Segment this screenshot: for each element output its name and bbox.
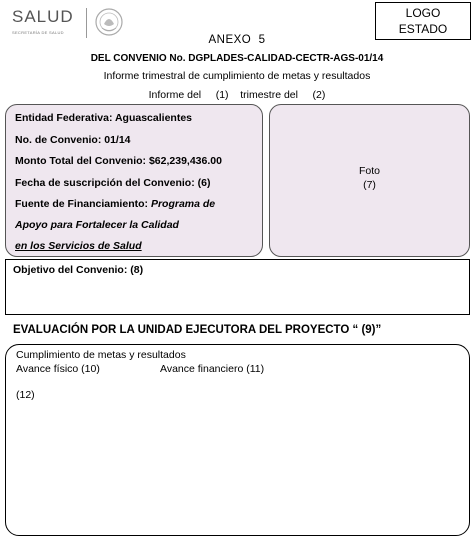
entidad-federativa: Entidad Federativa: Aguascalientes — [15, 112, 192, 124]
fuente-value-3: en los Servicios de Salud — [15, 240, 142, 252]
logo-estado-line1: LOGO — [405, 6, 441, 20]
fuente-financiamiento — [15, 198, 215, 210]
evaluacion-title: EVALUACIÓN POR LA UNIDAD EJECUTORA DEL PROYECTO “ (9)” — [13, 324, 382, 336]
convenio-title: DEL CONVENIO No. DGPLADES-CALIDAD-CECTR-AGS-01/14 — [90, 53, 384, 64]
periodo-line: Informe del (1) trimestre del (2) — [148, 89, 326, 101]
entity-info-box — [5, 104, 263, 257]
objetivo-label: Objetivo del Convenio: (8) — [13, 264, 144, 276]
fuente-value-1: Programa de — [150, 198, 216, 210]
logo-estado-line2: ESTADO — [398, 22, 448, 36]
avance-fisico: Avance físico (10) — [16, 363, 100, 375]
fuente-value-2: Apoyo para Fortalecer la Calidad — [15, 219, 179, 231]
numero-convenio: No. de Convenio: 01/14 — [15, 134, 131, 146]
item-12: (12) — [16, 389, 35, 401]
informe-subtitle: Informe trimestral de cumplimiento de metas y resultados — [103, 70, 371, 82]
salud-logo-text: SALUD — [12, 7, 74, 26]
objetivo-box — [5, 259, 470, 315]
monto-total: Monto Total del Convenio: $62,239,436.00 — [15, 155, 222, 167]
salud-logo-subtext: SECRETARÍA DE SALUD — [12, 30, 64, 35]
fecha-suscripcion: Fecha de suscripción del Convenio: (6) — [15, 177, 211, 189]
foto-number: (7) — [363, 179, 376, 191]
avance-financiero: Avance financiero (11) — [160, 363, 265, 375]
cumplimiento-heading: Cumplimiento de metas y resultados — [16, 349, 186, 361]
fuente-label: Fuente de Financiamiento: — [15, 198, 151, 210]
anexo-title: ANEXO 5 — [208, 34, 266, 46]
foto-label: Foto — [358, 165, 380, 177]
foto-box — [269, 104, 470, 257]
resultados-box — [5, 344, 470, 536]
